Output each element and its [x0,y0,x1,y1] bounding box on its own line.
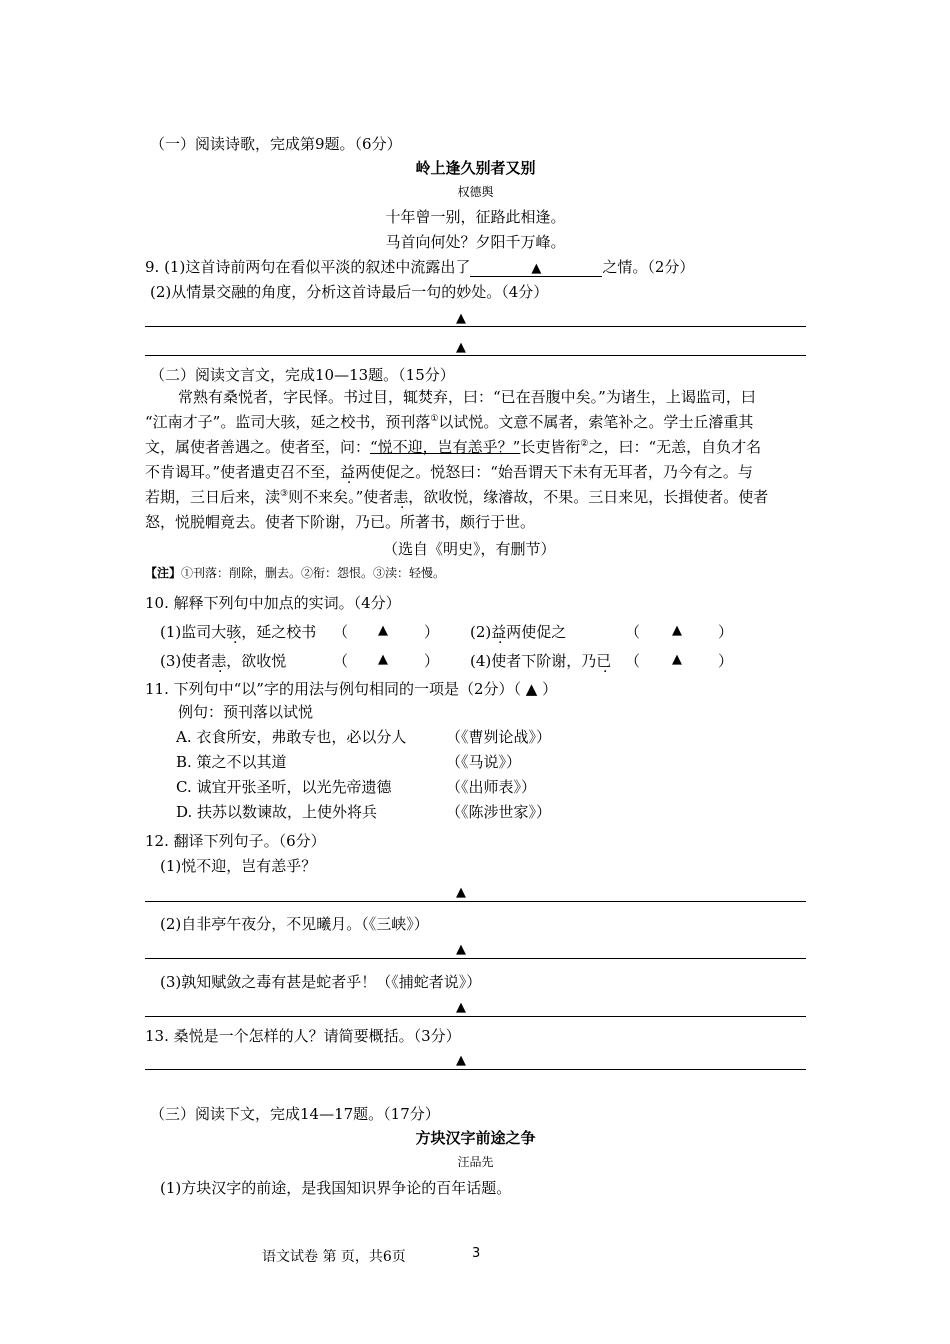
answer-marker-q12-1: ▲ [456,885,466,900]
dotted-word-hui: 恚 [393,488,409,506]
q10-paren-close-4: ） [718,652,734,670]
article-paragraph-1: (1)方块汉字的前途，是我国知识界争论的百年话题。 [160,1179,512,1197]
passage-line-5c: ，欲收悦，缘濬故，不果。三日来见，长揖使者。使者 [408,488,769,506]
q10-paren-open-1: （ [333,623,349,641]
q12-sentence-2: (2)自非亭午夜分，不见曦月。（《三峡》） [160,915,429,933]
answer-line-q13[interactable] [145,1069,806,1070]
q10-item-2-rest: 两使促之 [506,623,567,641]
q10-answer-1[interactable]: ▲ [378,623,388,638]
q11-option-d[interactable]: D. 扶苏以数谏故，上使外将兵 [176,803,378,821]
answer-blank-q9-1[interactable]: ▲ [470,262,602,277]
poem-line-2: 马首向何处？夕阳千万峰。 [385,233,566,251]
passage-line-5a: 若期，三日后来，渎 [145,488,281,506]
passage-source: （选自《明史》，有删节） [383,540,556,558]
passage-line-5 [145,486,768,507]
q9-1-prefix: 9. (1)这首诗前两句在看似平淡的叙述中流露出了 [145,258,471,276]
passage-line-2b: 以试悦。文意不属者，索笔补之。学士丘濬重其 [438,413,754,431]
poem-author: 权德舆 [457,185,494,199]
passage-line-2a: “江南才子”。监司大骇，延之校书，预刊落 [145,413,431,431]
answer-marker-q9-2a: ▲ [456,311,466,326]
passage-line-2 [145,411,753,432]
q11-example: 例句：预刊落以试悦 [178,703,314,721]
answer-line-q12-3[interactable] [145,1016,806,1017]
q10-paren-open-4: （ [625,652,641,670]
poem-title: 岭上逢久别者又别 [415,159,536,177]
q10-paren-close-1: ） [424,623,440,641]
article-title: 方块汉字前途之争 [415,1129,536,1147]
passage-line-1: 常熟有桑悦者，字民怿。书过目，辄焚弃，曰：“已在吾腹中矣。”为诸生，上谒监司，曰 [178,388,756,406]
answer-line-q9-2b[interactable] [145,355,806,356]
answer-marker-q12-3: ▲ [456,1000,466,1015]
q11-option-c[interactable]: C. 诚宜开张圣听，以光先帝遗德 [176,778,392,796]
q10-item-4-dot: 已 [596,652,612,670]
q11-option-b[interactable]: B. 策之不以其道 [176,753,287,771]
q10-paren-close-2: ） [718,623,734,641]
q10-item-3-label: (3)使者 [160,652,212,670]
question-11-stem: 11. 下列句中“以”字的用法与例句相同的一项是（2分）（ ▲ ） [145,680,558,698]
q10-item-3 [160,650,286,671]
q10-answer-2[interactable]: ▲ [672,623,682,638]
passage-line-3c: 之，曰：“无恙，自负才名 [588,438,762,456]
q11-option-a[interactable]: A. 衣食所安，弗敢专也，必以分人 [176,728,407,746]
question-13-stem: 13. 桑悦是一个怎样的人？请简要概括。（3分） [145,1027,461,1045]
q11-option-d-source: （《陈涉世家》） [446,803,552,821]
passage-line-4 [145,461,753,482]
page-number: 3 [472,1246,481,1261]
dotted-word-yi: 益 [340,463,356,481]
q10-item-2-dot: 益 [491,623,507,641]
passage-line-6: 怒，悦脱帽竟去。使者下阶谢，乃已。所著书，颇行于世。 [145,513,536,531]
q10-item-2 [470,621,566,642]
answer-marker-q9-2b: ▲ [456,340,466,355]
article-author: 汪品先 [457,1155,494,1169]
question-9-2: (2)从情景交融的角度，分析这首诗最后一句的妙处。（4分） [150,283,549,301]
footnote-ref-1: ① [430,414,439,424]
passage-line-3b: 长吏皆衔 [520,438,581,456]
q11-option-c-source: （《出师表》） [446,778,537,796]
q11-option-a-source: （《曹刿论战》） [446,728,552,746]
q10-paren-open-2: （ [625,623,641,641]
q10-paren-close-3: ） [424,652,440,670]
passage-line-4b: 两使促之。悦怒曰：“始吾谓天下未有无耳者，乃今有之。与 [355,463,753,481]
passage-line-3a: 文，属使者善遇之。使者至，问： [145,438,371,456]
q10-answer-4[interactable]: ▲ [672,652,682,667]
answer-line-q12-1[interactable] [145,901,806,902]
q11-option-b-source: （《马说》） [446,753,522,771]
section2-heading: （二）阅读文言文，完成10—13题。（15分） [150,366,455,384]
footnote-ref-3: ③ [280,489,289,499]
passage-line-4a: 不肯谒耳。”使者遣吏召不至， [145,463,341,481]
passage-line-5b: 则不来矣。”使者 [288,488,394,506]
passage-notes [145,564,445,581]
q10-item-4 [470,650,611,671]
poem-line-1: 十年曾一别，征路此相逢。 [385,208,566,226]
answer-marker-q13: ▲ [456,1053,466,1068]
question-9-1 [145,256,694,277]
q10-item-2-label: (2) [470,623,492,641]
q10-item-4-label: (4)使者下阶谢，乃 [470,652,597,670]
section3-heading: （三）阅读下文，完成14—17题。（17分） [150,1105,440,1123]
q12-sentence-3: (3)孰知赋敛之毒有甚是蛇者乎！（《捕蛇者说》） [160,973,482,991]
passage-line-3 [145,436,761,457]
answer-marker-q12-2: ▲ [456,942,466,957]
note-label: 【注】 [145,566,182,580]
q10-item-3-dot: 恚 [211,652,227,670]
q10-item-1-dot: 骇 [226,623,242,641]
question-10-stem: 10. 解释下列句中加点的实词。（4分） [145,594,401,612]
section1-heading: （一）阅读诗歌，完成第9题。（6分） [150,135,402,153]
answer-line-q9-2a[interactable] [145,326,806,327]
q10-item-1-label: (1)监司大 [160,623,227,641]
answer-line-q12-2[interactable] [145,958,806,959]
footnote-ref-2: ② [580,439,589,449]
q10-paren-open-3: （ [333,652,349,670]
underlined-sentence: “悦不迎，岂有恙乎？” [370,438,521,456]
note-text: ①刊落：削除，删去。②衔：怨恨。③渎：轻慢。 [181,566,446,580]
q10-answer-3[interactable]: ▲ [378,652,388,667]
q10-item-3-rest: ，欲收悦 [226,652,287,670]
q9-1-suffix: 之情。（2分） [602,258,695,276]
q10-item-1-rest: ，延之校书 [241,623,317,641]
q10-item-1 [160,621,316,642]
q12-sentence-1: (1)悦不迎，岂有恙乎？ [160,857,317,875]
question-12-stem: 12. 翻译下列句子。（6分） [145,832,326,850]
footer-text: 语文试卷 第 页，共6页 [262,1249,406,1265]
